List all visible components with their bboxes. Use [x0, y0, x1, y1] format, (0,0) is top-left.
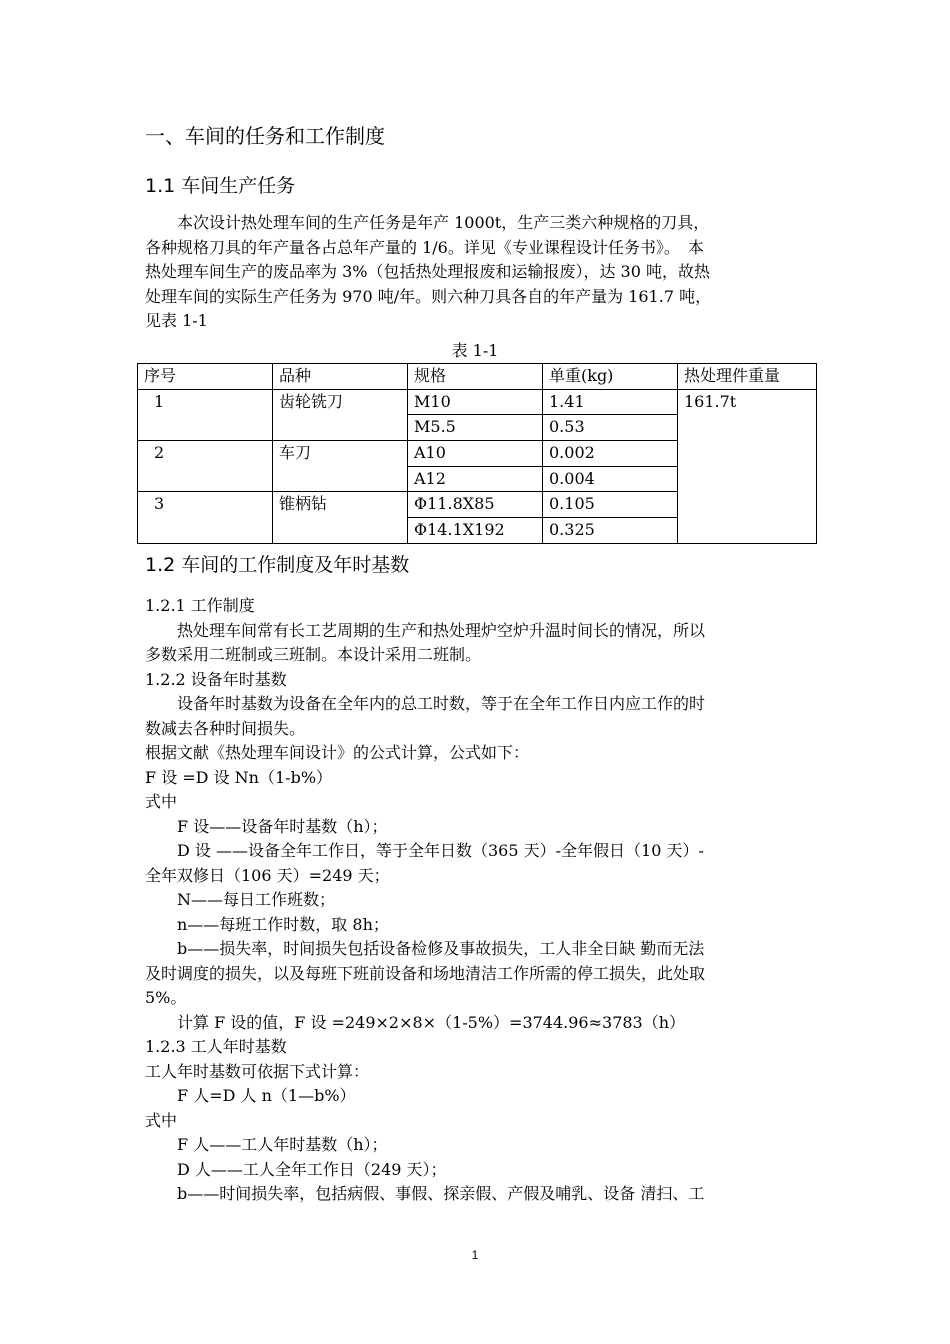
serial-cell: 2 [138, 441, 273, 492]
paragraph-line: 根据文献《热处理车间设计》的公式计算，公式如下： [145, 743, 530, 762]
paragraph-line: 处理车间的实际生产任务为 970 吨/年。则六种刀具各自的年产量为 161.7 吨， [145, 286, 712, 306]
definition-line: N——每日工作班数； [145, 890, 336, 909]
paragraph-line: 本次设计热处理车间的生产任务是年产 1000t，生产三类六种规格的刀具， [145, 213, 710, 232]
table-caption: 表 1-1 [451, 341, 499, 360]
subsection-heading: 1.2.2 设备年时基数 [145, 669, 287, 689]
section-1-1-body [145, 211, 810, 334]
spec-cell: Φ14.1X192 [408, 518, 543, 544]
unit-weight-cell: 0.002 [543, 441, 678, 467]
definition-line: 全年双修日（106 天）=249 天； [145, 865, 390, 885]
paragraph-line: 见表 1-1 [145, 311, 208, 330]
paragraph-line: 式中 [145, 792, 178, 811]
subsection-heading: 1.2.1 工作制度 [145, 596, 255, 615]
header-cell: 序号 [138, 364, 273, 390]
definition-line: b——时间损失率，包括病假、事假、探亲假、产假及哺乳、设备 清扫、工 [145, 1184, 705, 1203]
definition-line: D 设 ——设备全年工作日，等于全年日数（365 天）-全年假日（10 天）- [145, 841, 704, 860]
subsection-heading: 1.2.3 工人年时基数 [145, 1037, 287, 1056]
weight-cell: 161.7t [678, 389, 817, 543]
production-table [137, 363, 817, 544]
definition-line: D 人——工人全年工作日（249 天）； [145, 1159, 447, 1179]
spec-cell: Φ11.8X85 [408, 492, 543, 518]
page-number: 1 [471, 1248, 479, 1262]
unit-weight-cell: 0.53 [543, 415, 678, 441]
paragraph-line: 数减去各种时间损失。 [145, 718, 306, 738]
paragraph-line: 式中 [145, 1110, 178, 1130]
section-1-2-body [145, 594, 810, 1207]
unit-weight-cell: 0.325 [543, 518, 678, 544]
serial-cell: 3 [138, 492, 273, 543]
formula-line: 计算 F 设的值，F 设 =249×2×8×（1-5%）=3744.96≈3783（h） [145, 1012, 686, 1032]
header-cell: 品种 [273, 364, 408, 390]
spec-cell: A12 [408, 466, 543, 492]
unit-weight-cell: 1.41 [543, 389, 678, 415]
kind-cell: 车刀 [273, 441, 408, 492]
definition-line: 5%。 [145, 988, 187, 1007]
serial-cell: 1 [138, 389, 273, 440]
definition-line: F 人——工人年时基数（h）； [145, 1135, 388, 1154]
spec-cell: M5.5 [408, 415, 543, 441]
table-header-row [138, 364, 817, 390]
header-cell: 规格 [408, 364, 543, 390]
paragraph-line: 多数采用二班制或三班制。本设计采用二班制。 [145, 645, 482, 664]
paragraph-line: 热处理车间常有长工艺周期的生产和热处理炉空炉升温时间长的情况，所以 [145, 620, 706, 640]
definition-line: b——损失率，时间损失包括设备检修及事故损失，工人非全日缺 勤而无法 [145, 939, 705, 958]
definition-line: n——每班工作时数，取 8h； [145, 914, 389, 934]
formula-line: F 人=D 人 n（1—b%） [145, 1086, 356, 1105]
section-heading-1-1: 1.1 车间生产任务 [145, 175, 296, 197]
definition-line: F 设——设备年时基数（h）； [145, 816, 388, 836]
unit-weight-cell: 0.105 [543, 492, 678, 518]
spec-cell: A10 [408, 441, 543, 467]
paragraph-line: 设备年时基数为设备在全年内的总工时数，等于在全年工作日内应工作的时 [145, 694, 706, 713]
header-cell: 热处理件重量 [678, 364, 817, 390]
definition-line: 及时调度的损失，以及每班下班前设备和场地清洁工作所需的停工损失，此处取 [145, 963, 706, 983]
paragraph-line: 各种规格刀具的年产量各占总年产量的 1/6。详见《专业课程设计任务书》。 本 [145, 237, 704, 257]
paragraph-line: 工人年时基数可依据下式计算： [145, 1061, 370, 1081]
unit-weight-cell: 0.004 [543, 466, 678, 492]
formula-line: F 设 =D 设 Nn（1-b%） [145, 767, 333, 787]
header-cell: 单重(kg) [543, 364, 678, 390]
paragraph-line: 热处理车间生产的废品率为 3%（包括热处理报废和运输报废），达 30 吨，故热 [145, 262, 711, 281]
section-heading-1-2: 1.2 车间的工作制度及年时基数 [145, 554, 410, 576]
chapter-heading: 一、车间的任务和工作制度 [145, 124, 385, 148]
table-row [138, 389, 817, 415]
kind-cell: 锥柄钻 [273, 492, 408, 543]
spec-cell: M10 [408, 389, 543, 415]
kind-cell: 齿轮铣刀 [273, 389, 408, 440]
